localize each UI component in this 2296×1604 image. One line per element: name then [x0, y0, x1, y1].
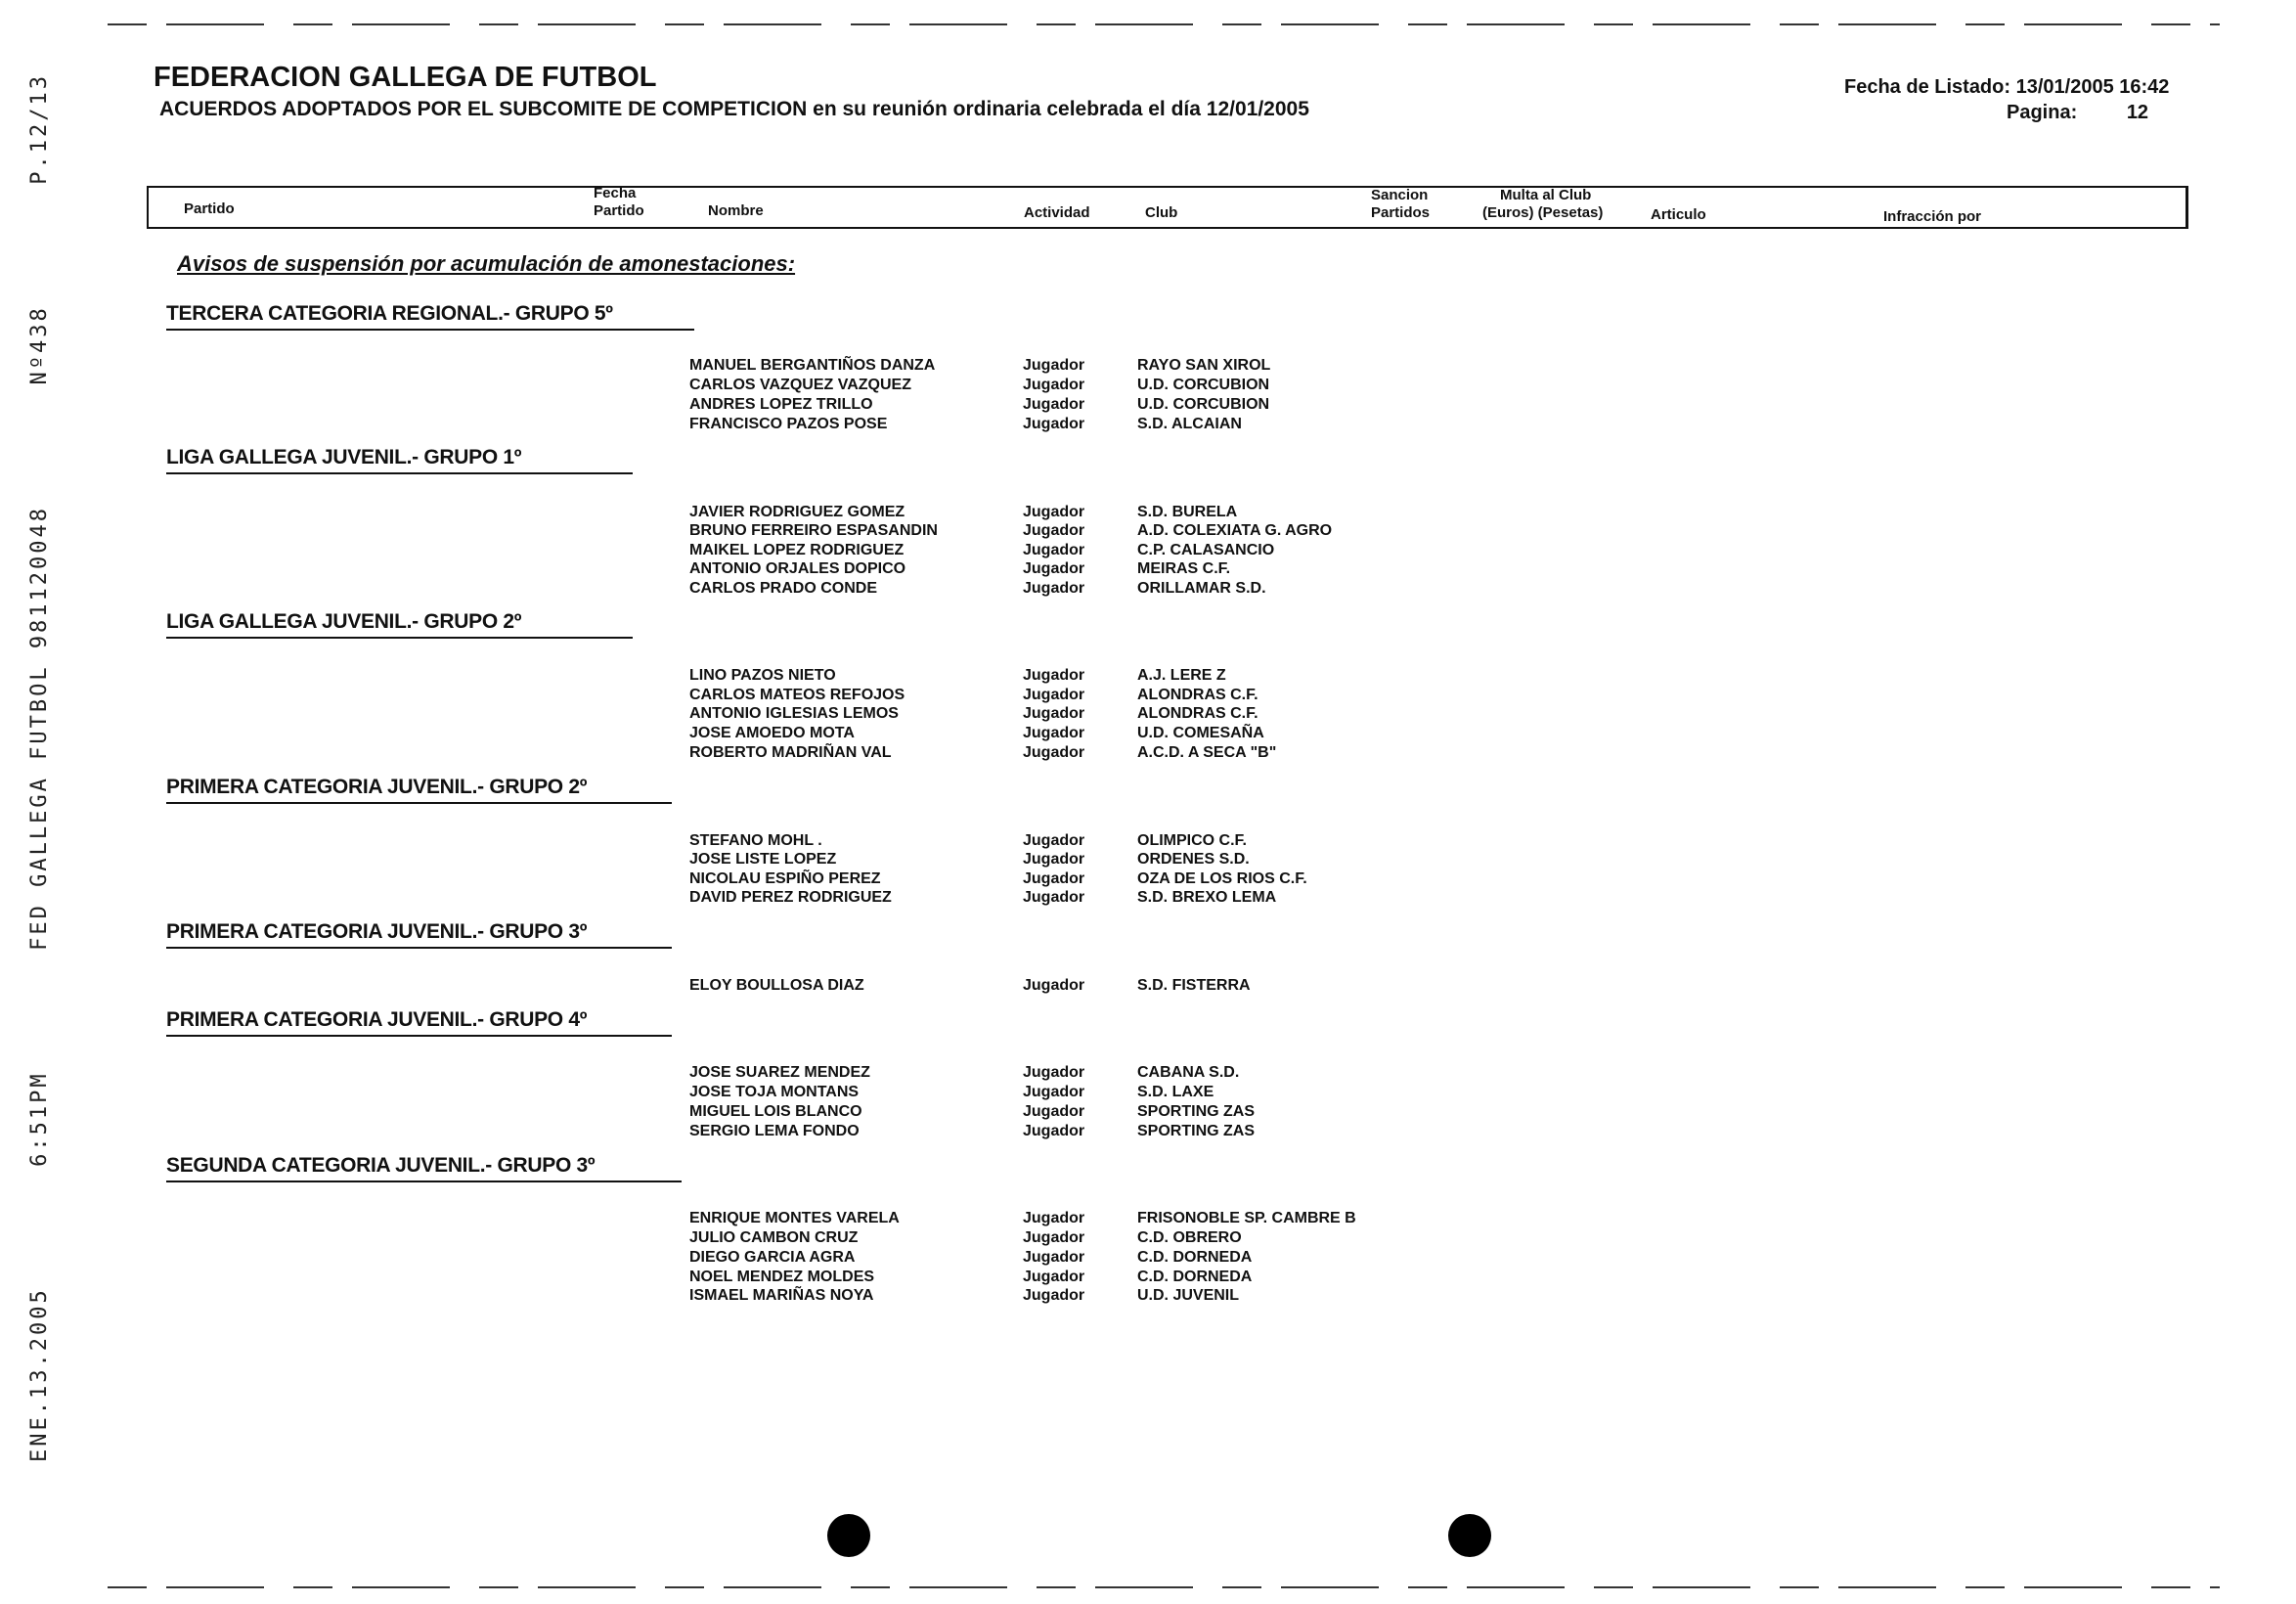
col-multa-line2: (Euros) (Pesetas): [1482, 204, 1604, 221]
player-club: C.D. DORNEDA: [1137, 1249, 1253, 1266]
player-club: S.D. BREXO LEMA: [1137, 889, 1277, 906]
player-activity: Jugador: [1023, 1123, 1085, 1139]
player-club: U.D. CORCUBION: [1137, 377, 1270, 393]
player-activity: Jugador: [1023, 851, 1085, 868]
col-fecha-line1: Fecha: [594, 185, 637, 201]
player-activity: Jugador: [1023, 357, 1085, 374]
player-club: OZA DE LOS RIOS C.F.: [1137, 870, 1307, 887]
col-partido: Partido: [184, 200, 235, 217]
player-activity: Jugador: [1023, 560, 1085, 577]
player-club: A.D. COLEXIATA G. AGRO: [1137, 522, 1333, 539]
player-activity: Jugador: [1023, 667, 1085, 684]
player-club: SPORTING ZAS: [1137, 1123, 1256, 1139]
page-label: Pagina:: [2007, 102, 2078, 123]
player-name: ROBERTO MADRIÑAN VAL: [689, 744, 892, 761]
player-name: ISMAEL MARIÑAS NOYA: [689, 1287, 874, 1304]
col-sancion-line1: Sancion: [1371, 187, 1429, 203]
player-activity: Jugador: [1023, 1210, 1085, 1226]
player-club: C.P. CALASANCIO: [1137, 542, 1275, 558]
player-name: ELOY BOULLOSA DIAZ: [689, 977, 864, 994]
section-title: TERCERA CATEGORIA REGIONAL.- GRUPO 5º: [166, 302, 694, 331]
player-club: C.D. DORNEDA: [1137, 1269, 1253, 1285]
player-activity: Jugador: [1023, 977, 1085, 994]
player-name: MIGUEL LOIS BLANCO: [689, 1103, 862, 1120]
section-title: PRIMERA CATEGORIA JUVENIL.- GRUPO 2º: [166, 776, 672, 804]
player-name: MANUEL BERGANTIÑOS DANZA: [689, 357, 936, 374]
player-name: LINO PAZOS NIETO: [689, 667, 836, 684]
player-name: JOSE SUAREZ MENDEZ: [689, 1064, 870, 1081]
player-club: ORDENES S.D.: [1137, 851, 1250, 868]
player-activity: Jugador: [1023, 1229, 1085, 1246]
player-activity: Jugador: [1023, 744, 1085, 761]
player-activity: Jugador: [1023, 832, 1085, 849]
player-club: U.D. CORCUBION: [1137, 396, 1270, 413]
player-activity: Jugador: [1023, 725, 1085, 741]
col-articulo: Articulo: [1651, 206, 1706, 223]
player-club: S.D. FISTERRA: [1137, 977, 1251, 994]
fax-date: ENE.13.2005: [26, 1287, 52, 1462]
punch-hole-left: [827, 1514, 870, 1557]
col-club: Club: [1145, 204, 1178, 221]
document-title: FEDERACION GALLEGA DE FUTBOL: [154, 62, 657, 93]
player-activity: Jugador: [1023, 1103, 1085, 1120]
player-name: JOSE TOJA MONTANS: [689, 1084, 860, 1100]
player-activity: Jugador: [1023, 377, 1085, 393]
player-activity: Jugador: [1023, 416, 1085, 432]
player-name: JULIO CAMBON CRUZ: [689, 1229, 859, 1246]
suspension-notice-heading: Avisos de suspensión por acumulación de amonestaciones:: [177, 251, 796, 276]
player-name: JAVIER RODRIGUEZ GOMEZ: [689, 504, 905, 520]
player-activity: Jugador: [1023, 870, 1085, 887]
player-name: MAIKEL LOPEZ RODRIGUEZ: [689, 542, 905, 558]
player-activity: Jugador: [1023, 542, 1085, 558]
player-activity: Jugador: [1023, 522, 1085, 539]
player-activity: Jugador: [1023, 705, 1085, 722]
page-number: [2007, 102, 2148, 124]
fax-sender: FED GALLEGA FUTBOL 981120048: [26, 505, 52, 951]
player-name: ANTONIO ORJALES DOPICO: [689, 560, 906, 577]
player-name: STEFANO MOHL .: [689, 832, 822, 849]
player-activity: Jugador: [1023, 1084, 1085, 1100]
list-date: [1844, 76, 2169, 99]
col-multa-line1: Multa al Club: [1500, 187, 1592, 203]
col-actividad: Actividad: [1024, 204, 1090, 221]
player-club: U.D. COMESAÑA: [1137, 725, 1264, 741]
section-title: PRIMERA CATEGORIA JUVENIL.- GRUPO 3º: [166, 920, 672, 949]
scan-artefact-bottom: [108, 1586, 2220, 1588]
player-name: CARLOS MATEOS REFOJOS: [689, 687, 905, 703]
player-activity: Jugador: [1023, 1249, 1085, 1266]
player-name: ANDRES LOPEZ TRILLO: [689, 396, 873, 413]
player-club: S.D. ALCAIAN: [1137, 416, 1242, 432]
fax-number: Nº438: [26, 305, 52, 385]
punch-hole-right: [1448, 1514, 1491, 1557]
section-title: LIGA GALLEGA JUVENIL.- GRUPO 1º: [166, 446, 633, 474]
fax-transmission-margin: [20, 0, 59, 1584]
player-club: S.D. LAXE: [1137, 1084, 1214, 1100]
player-name: CARLOS VAZQUEZ VAZQUEZ: [689, 377, 911, 393]
col-nombre: Nombre: [708, 202, 764, 219]
player-activity: Jugador: [1023, 396, 1085, 413]
player-name: JOSE LISTE LOPEZ: [689, 851, 837, 868]
player-activity: Jugador: [1023, 1064, 1085, 1081]
list-date-value: 13/01/2005 16:42: [2015, 76, 2170, 98]
section-title: LIGA GALLEGA JUVENIL.- GRUPO 2º: [166, 610, 633, 639]
col-infraccion: Infracción por: [1883, 208, 1982, 225]
player-name: JOSE AMOEDO MOTA: [689, 725, 855, 741]
document-subtitle: ACUERDOS ADOPTADOS POR EL SUBCOMITE DE COMPETICION en su reunión ordinaria celebrada el día 12/01/2005: [159, 98, 1309, 120]
player-activity: Jugador: [1023, 1269, 1085, 1285]
page-value: 12: [2126, 102, 2149, 123]
player-activity: Jugador: [1023, 580, 1085, 597]
player-club: RAYO SAN XIROL: [1137, 357, 1271, 374]
player-club: MEIRAS C.F.: [1137, 560, 1231, 577]
player-name: DAVID PEREZ RODRIGUEZ: [689, 889, 892, 906]
player-club: A.J. LERE Z: [1137, 667, 1226, 684]
player-activity: Jugador: [1023, 889, 1085, 906]
player-name: SERGIO LEMA FONDO: [689, 1123, 860, 1139]
column-header-box: [147, 186, 2188, 229]
player-club: SPORTING ZAS: [1137, 1103, 1256, 1120]
section-title: PRIMERA CATEGORIA JUVENIL.- GRUPO 4º: [166, 1008, 672, 1037]
player-name: FRANCISCO PAZOS POSE: [689, 416, 888, 432]
player-name: BRUNO FERREIRO ESPASANDIN: [689, 522, 938, 539]
player-name: ANTONIO IGLESIAS LEMOS: [689, 705, 899, 722]
player-club: FRISONOBLE SP. CAMBRE B: [1137, 1210, 1356, 1226]
fax-page: P.12/13: [26, 73, 52, 185]
player-club: OLIMPICO C.F.: [1137, 832, 1247, 849]
player-club: A.C.D. A SECA "B": [1137, 744, 1277, 761]
list-date-label: Fecha de Listado:: [1844, 76, 2011, 98]
col-sancion-line2: Partidos: [1371, 204, 1431, 221]
player-club: S.D. BURELA: [1137, 504, 1238, 520]
section-title: SEGUNDA CATEGORIA JUVENIL.- GRUPO 3º: [166, 1154, 682, 1182]
player-club: C.D. OBRERO: [1137, 1229, 1242, 1246]
player-name: DIEGO GARCIA AGRA: [689, 1249, 856, 1266]
scan-artefact-top: [108, 23, 2220, 25]
player-club: U.D. JUVENIL: [1137, 1287, 1240, 1304]
player-activity: Jugador: [1023, 687, 1085, 703]
player-club: ALONDRAS C.F.: [1137, 705, 1258, 722]
player-name: NOEL MENDEZ MOLDES: [689, 1269, 875, 1285]
col-fecha-line2: Partido: [594, 202, 644, 219]
player-activity: Jugador: [1023, 1287, 1085, 1304]
player-name: NICOLAU ESPIÑO PEREZ: [689, 870, 881, 887]
player-name: ENRIQUE MONTES VARELA: [689, 1210, 900, 1226]
fax-time: 6:51PM: [26, 1071, 52, 1167]
player-club: ALONDRAS C.F.: [1137, 687, 1258, 703]
player-club: ORILLAMAR S.D.: [1137, 580, 1266, 597]
player-name: CARLOS PRADO CONDE: [689, 580, 878, 597]
player-activity: Jugador: [1023, 504, 1085, 520]
player-club: CABANA S.D.: [1137, 1064, 1240, 1081]
